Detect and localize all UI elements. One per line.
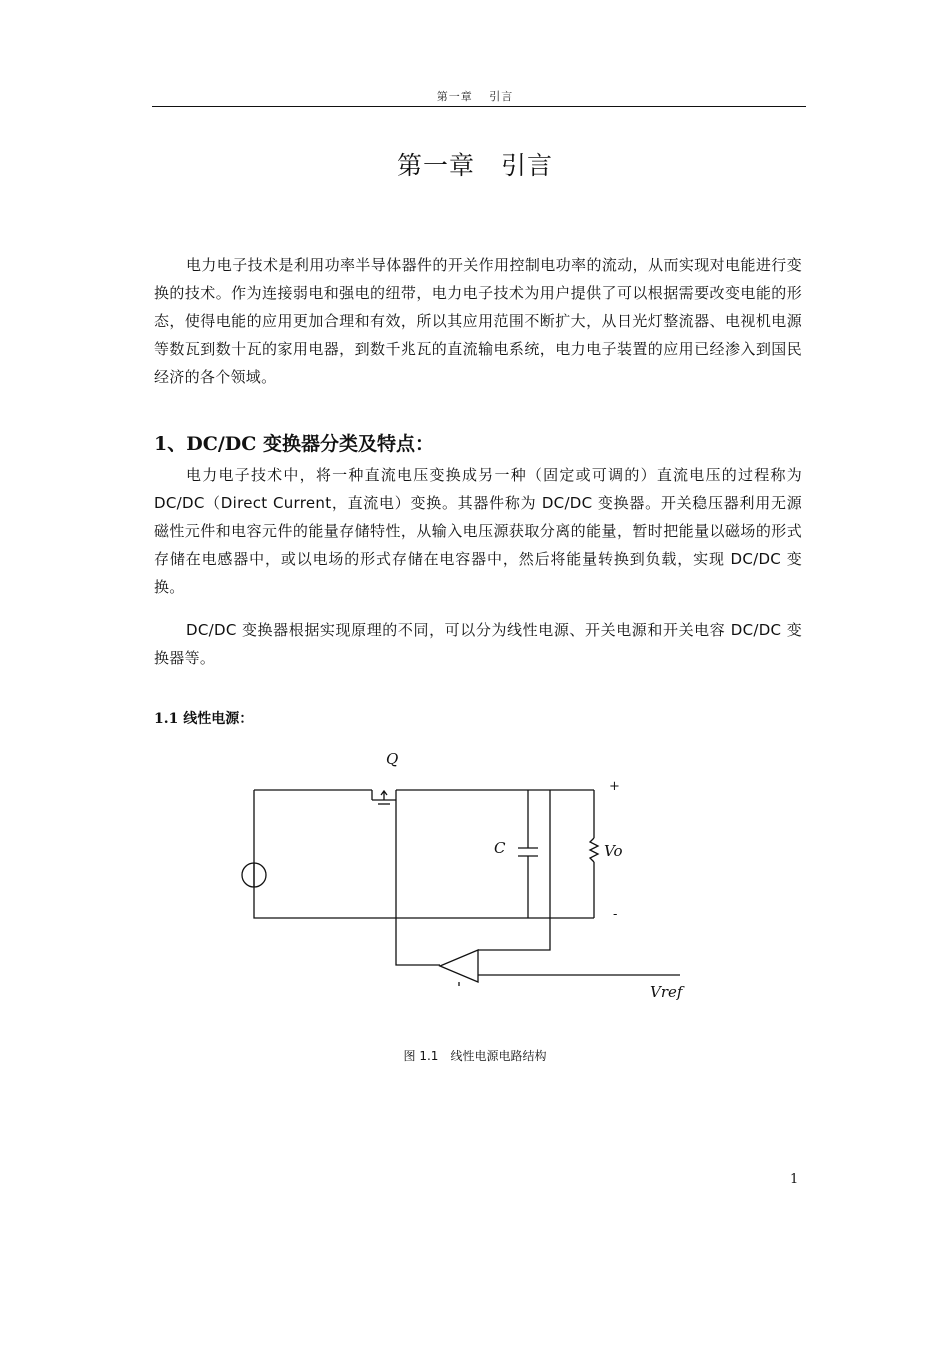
- bottom-wire: [254, 790, 594, 918]
- label-plus: +: [609, 779, 620, 794]
- subsection-heading: 1.1 线性电源：: [154, 711, 254, 727]
- running-header: 第一章 引言: [436, 90, 514, 103]
- intro-paragraph: 电力电子技术是利用功率半导体器件的开关作用控制电功率的流动，从而实现对电能进行变换的技术。作为连接弱电和强电的纽带，电力电子技术为用户提供了可以根据需要改变电能的形态，使得电能的应用更加合理和有效，所以其应用范围不断扩大，从日光灯整流器、电视机电源等数瓦到数十瓦的家用电器，到数千兆瓦的直流输电系统，电力电子装置的应用已经渗入到国民经济的各个领域。: [154, 256, 802, 386]
- label-q: Q: [386, 750, 399, 768]
- feedback-left-wire: [396, 800, 440, 965]
- dcdc-definition-paragraph: 电力电子技术中，将一种直流电压变换成另一种（固定或可调的）直流电压的过程称为 DC/DC（Direct Current，直流电）变换。其器件称为 DC/DC 变换器。开关稳压器利用无源磁性元件和电容元件的能量存储特性，从输入电压源获取分离的能量，暂时把能量以磁场的形式存储在电感器中，或以电场的形式存储在电容器中，然后将能量转换到负载，实现 DC/DC 变换。: [154, 466, 802, 596]
- label-minus: -: [613, 907, 618, 922]
- figure-caption: 图 1.1 线性电源电路结构: [403, 1049, 547, 1063]
- page-number: 1: [790, 1172, 799, 1187]
- linear-power-supply-circuit-diagram: [230, 745, 700, 1005]
- section-heading: 1、DC/DC 变换器分类及特点：: [154, 433, 434, 455]
- chapter-title: 第一章 引言: [396, 151, 553, 180]
- label-vref: Vref: [650, 983, 683, 1001]
- capacitor-c-symbol: [518, 848, 538, 856]
- load-resistor-symbol: [590, 838, 598, 862]
- header-rule: [152, 106, 806, 107]
- label-vo: Vo: [604, 842, 623, 860]
- dcdc-types-paragraph: DC/DC 变换器根据实现原理的不同，可以分为线性电源、开关电源和开关电容 DC/DC 变换器等。: [154, 621, 802, 667]
- sense-wire: [478, 790, 550, 950]
- label-c: C: [494, 839, 506, 857]
- error-amplifier-symbol: [440, 950, 478, 982]
